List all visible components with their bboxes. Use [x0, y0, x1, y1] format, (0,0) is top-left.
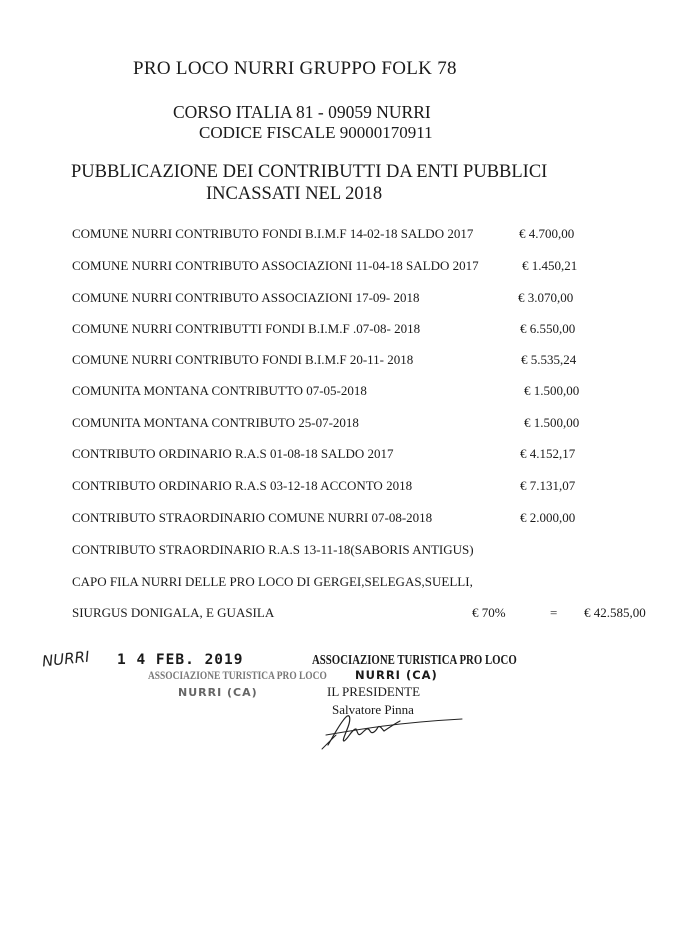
association-stamp-faded-line2: NURRI (CA)	[178, 686, 258, 699]
contribution-amount: € 3.070,00	[518, 290, 574, 305]
contribution-description: COMUNITA MONTANA CONTRIBUTTO 07-05-2018	[72, 383, 367, 398]
contribution-description: COMUNITA MONTANA CONTRIBUTO 25-07-2018	[72, 415, 359, 430]
contribution-amount: € 2.000,00	[520, 510, 576, 525]
contribution-row	[72, 321, 576, 337]
contribution-row	[72, 258, 578, 274]
fiscal-code: CODICE FISCALE 90000170911	[199, 123, 433, 142]
total-row	[72, 605, 646, 621]
contribution-description: COMUNE NURRI CONTRIBUTO ASSOCIAZIONI 11-04-18 SALDO 2017	[72, 258, 479, 273]
association-stamp-line1: ASSOCIAZIONE TURISTICA PRO LOCO	[312, 652, 517, 667]
contribution-description: CONTRIBUTO ORDINARIO R.A.S 03-12-18 ACCONTO 2018	[72, 478, 413, 493]
contribution-description: COMUNE NURRI CONTRIBUTO FONDI B.I.M.F 20-11- 2018	[72, 352, 414, 367]
contribution-description: COMUNE NURRI CONTRIBUTTI FONDI B.I.M.F .07-08- 2018	[72, 321, 421, 336]
contribution-description: CONTRIBUTO STRAORDINARIO COMUNE NURRI 07-08-2018	[72, 510, 433, 525]
contribution-row	[72, 510, 576, 526]
organization-name: PRO LOCO NURRI GRUPPO FOLK 78	[133, 58, 457, 79]
contribution-amount: € 1.450,21	[522, 258, 578, 273]
contribution-row	[72, 290, 574, 306]
association-stamp-line2: NURRI (CA)	[355, 668, 438, 682]
contribution-description: COMUNE NURRI CONTRIBUTO ASSOCIAZIONI 17-09- 2018	[72, 290, 420, 305]
contribution-row	[72, 415, 580, 431]
contribution-description: CONTRIBUTO ORDINARIO R.A.S 01-08-18 SALDO 2017	[72, 446, 394, 461]
contribution-amount: € 4.152,17	[520, 446, 576, 461]
contribution-amount: € 7.131,07	[520, 478, 576, 493]
percentage-value: € 70%	[472, 605, 506, 620]
date-stamp: 1 4 FEB. 2019	[117, 652, 244, 668]
contribution-amount: € 1.500,00	[524, 383, 580, 398]
document-title-line1: PUBBLICAZIONE DEI CONTRIBUTTI DA ENTI PUBBLICI	[71, 162, 548, 182]
extra-line: CAPO FILA NURRI DELLE PRO LOCO DI GERGEI,SELEGAS,SUELLI,	[72, 574, 473, 589]
contribution-amount: € 4.700,00	[519, 226, 575, 241]
handwritten-place: NURRI	[41, 647, 91, 671]
organization-address: CORSO ITALIA 81 - 09059 NURRI	[173, 102, 431, 122]
contribution-amount: € 1.500,00	[524, 415, 580, 430]
president-title: IL PRESIDENTE	[327, 684, 421, 699]
president-name: Salvatore Pinna	[332, 702, 414, 717]
document-title-line2: INCASSATI NEL 2018	[206, 184, 383, 204]
contribution-row	[72, 383, 580, 399]
contribution-row	[72, 226, 575, 242]
association-stamp-faded-line1: ASSOCIAZIONE TURISTICA PRO LOCO	[148, 670, 327, 682]
contribution-row	[72, 352, 577, 368]
total-row-description: SIURGUS DONIGALA, E GUASILA	[72, 605, 275, 620]
contribution-amount: € 5.535,24	[521, 352, 577, 367]
contribution-description: COMUNE NURRI CONTRIBUTO FONDI B.I.M.F 14-02-18 SALDO 2017	[72, 226, 474, 241]
signature-icon	[320, 705, 470, 751]
contribution-row	[72, 478, 576, 494]
total-amount: € 42.585,00	[584, 605, 646, 620]
extra-line: CONTRIBUTO STRAORDINARIO R.A.S 13-11-18(SABORIS ANTIGUS)	[72, 542, 474, 557]
contribution-row	[72, 446, 576, 462]
contribution-amount: € 6.550,00	[520, 321, 576, 336]
equals-sign: =	[550, 605, 558, 620]
